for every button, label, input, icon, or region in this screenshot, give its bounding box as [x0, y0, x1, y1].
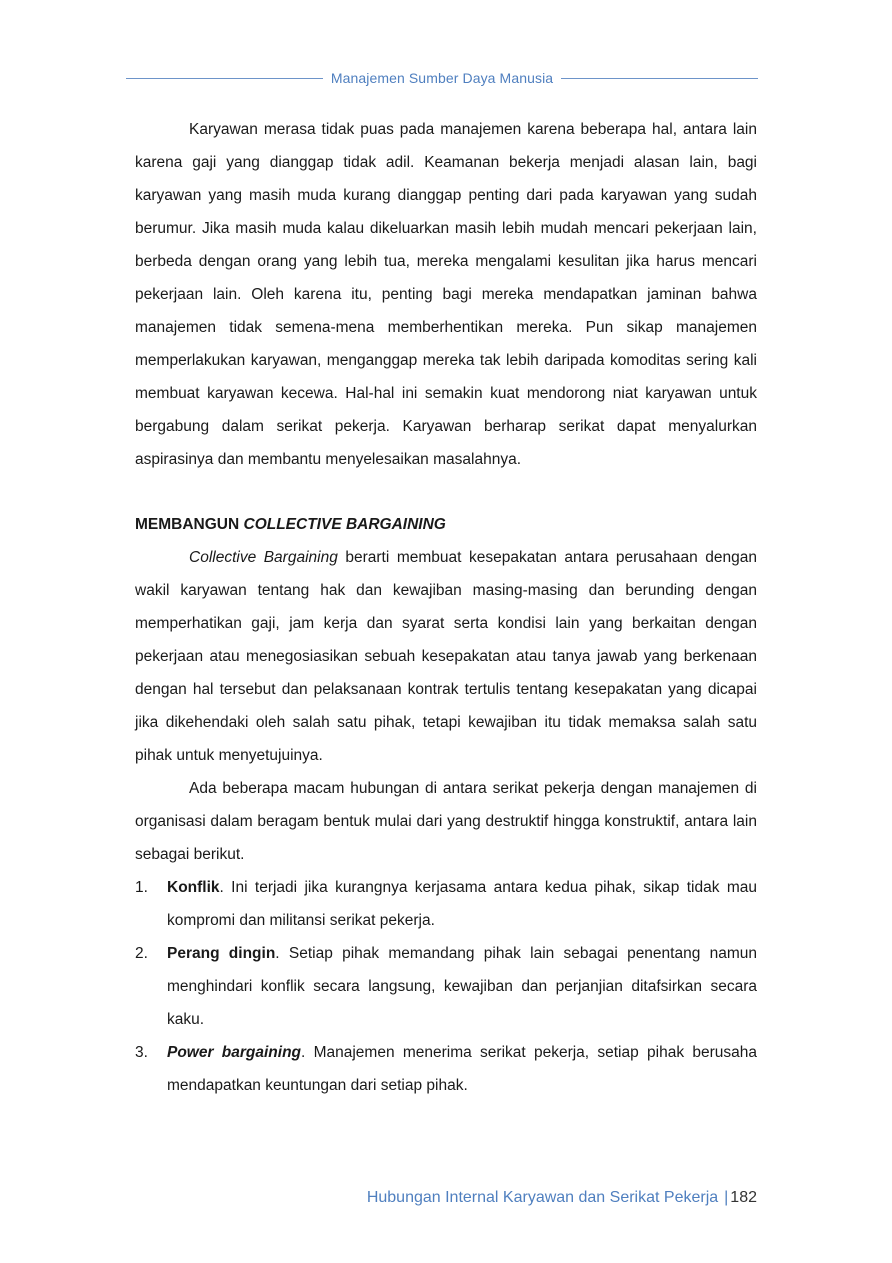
- list-item-term: Konflik: [167, 879, 220, 896]
- list-item-number: 3.: [135, 1044, 148, 1061]
- paragraph-2: [135, 541, 757, 772]
- paragraph-3: Ada beberapa macam hubungan di antara serikat pekerja dengan manajemen di organisasi dalam beragam bentuk mulai dari yang destruktif hingga konstruktif, antara lain sebagai berikut.: [135, 780, 757, 863]
- header-rule-right: [561, 78, 758, 79]
- list-item-number: 2.: [135, 945, 148, 962]
- header-title: Manajemen Sumber Daya Manusia: [330, 70, 554, 86]
- list-item: [135, 937, 757, 1036]
- relationship-list: [135, 871, 757, 1102]
- list-item: [135, 871, 757, 937]
- heading-italic: COLLECTIVE BARGAINING: [243, 516, 446, 533]
- running-header: [126, 70, 758, 86]
- heading-plain: MEMBANGUN: [135, 516, 244, 533]
- footer-title: Hubungan Internal Karyawan dan Serikat Pekerja: [366, 1189, 719, 1206]
- section-heading: [135, 508, 757, 541]
- paragraph-2-text: berarti membuat kesepakatan antara perusahaan dengan wakil karyawan tentang hak dan kewajiban masing-masing dan berunding dengan memperhatikan gaji, jam kerja dan syarat serta kondisi lain yang berkaitan dengan pekerjaan atau menegosiasikan sebuah kesepakatan atau tanya jawab yang berkenaan dengan hal tersebut dan pelaksanaan kontrak tertulis tentang kesepakatan yang dicapai jika dikehendaki oleh salah satu pihak, tetapi kewajiban itu tidak memaksa salah satu pihak untuk menyetujuinya.: [135, 549, 757, 764]
- list-item-number: 1.: [135, 879, 148, 896]
- paragraph-2-italic-term: Collective Bargaining: [189, 549, 338, 566]
- footer-separator: |: [724, 1189, 729, 1206]
- list-item-text: . Manajemen menerima serikat pekerja, setiap pihak berusaha mendapatkan keuntungan dari setiap pihak.: [167, 1044, 757, 1094]
- list-item-text: . Ini terjadi jika kurangnya kerjasama antara kedua pihak, sikap tidak mau kompromi dan militansi serikat pekerja.: [167, 879, 757, 929]
- header-rule-left: [126, 78, 323, 79]
- list-item-text: . Setiap pihak memandang pihak lain sebagai penentang namun menghindari konflik secara langsung, kewajiban dan perjanjian ditafsirkan secara kaku.: [167, 945, 757, 1028]
- paragraph-1: Karyawan merasa tidak puas pada manajemen karena beberapa hal, antara lain karena gaji yang dianggap tidak adil. Keamanan bekerja menjadi alasan lain, bagi karyawan yang masih muda kurang dianggap penting dari pada karyawan yang sudah berumur. Jika masih muda kalau dikeluarkan masih lebih mudah mencari pekerjaan lain, berbeda dengan orang yang lebih tua, mereka mengalami kesulitan jika harus mencari pekerjaan lain. Oleh karena itu, penting bagi mereka mendapatkan jaminan bahwa manajemen tidak semena-mena memberhentikan mereka. Pun sikap manajemen memperlakukan karyawan, menganggap mereka tak lebih daripada komoditas sering kali membuat karyawan kecewa. Hal-hal ini semakin kuat mendorong niat karyawan untuk bergabung dalam serikat pekerja. Karyawan berharap serikat dapat menyalurkan aspirasinya dan membantu menyelesaikan masalahnya.: [135, 121, 757, 468]
- page-number: 182: [730, 1189, 757, 1206]
- list-item-term: Perang dingin: [167, 945, 276, 962]
- list-item-term: Power bargaining: [167, 1044, 302, 1061]
- list-item: [135, 1036, 757, 1102]
- running-footer: [367, 1189, 757, 1207]
- page-body: [135, 113, 757, 1102]
